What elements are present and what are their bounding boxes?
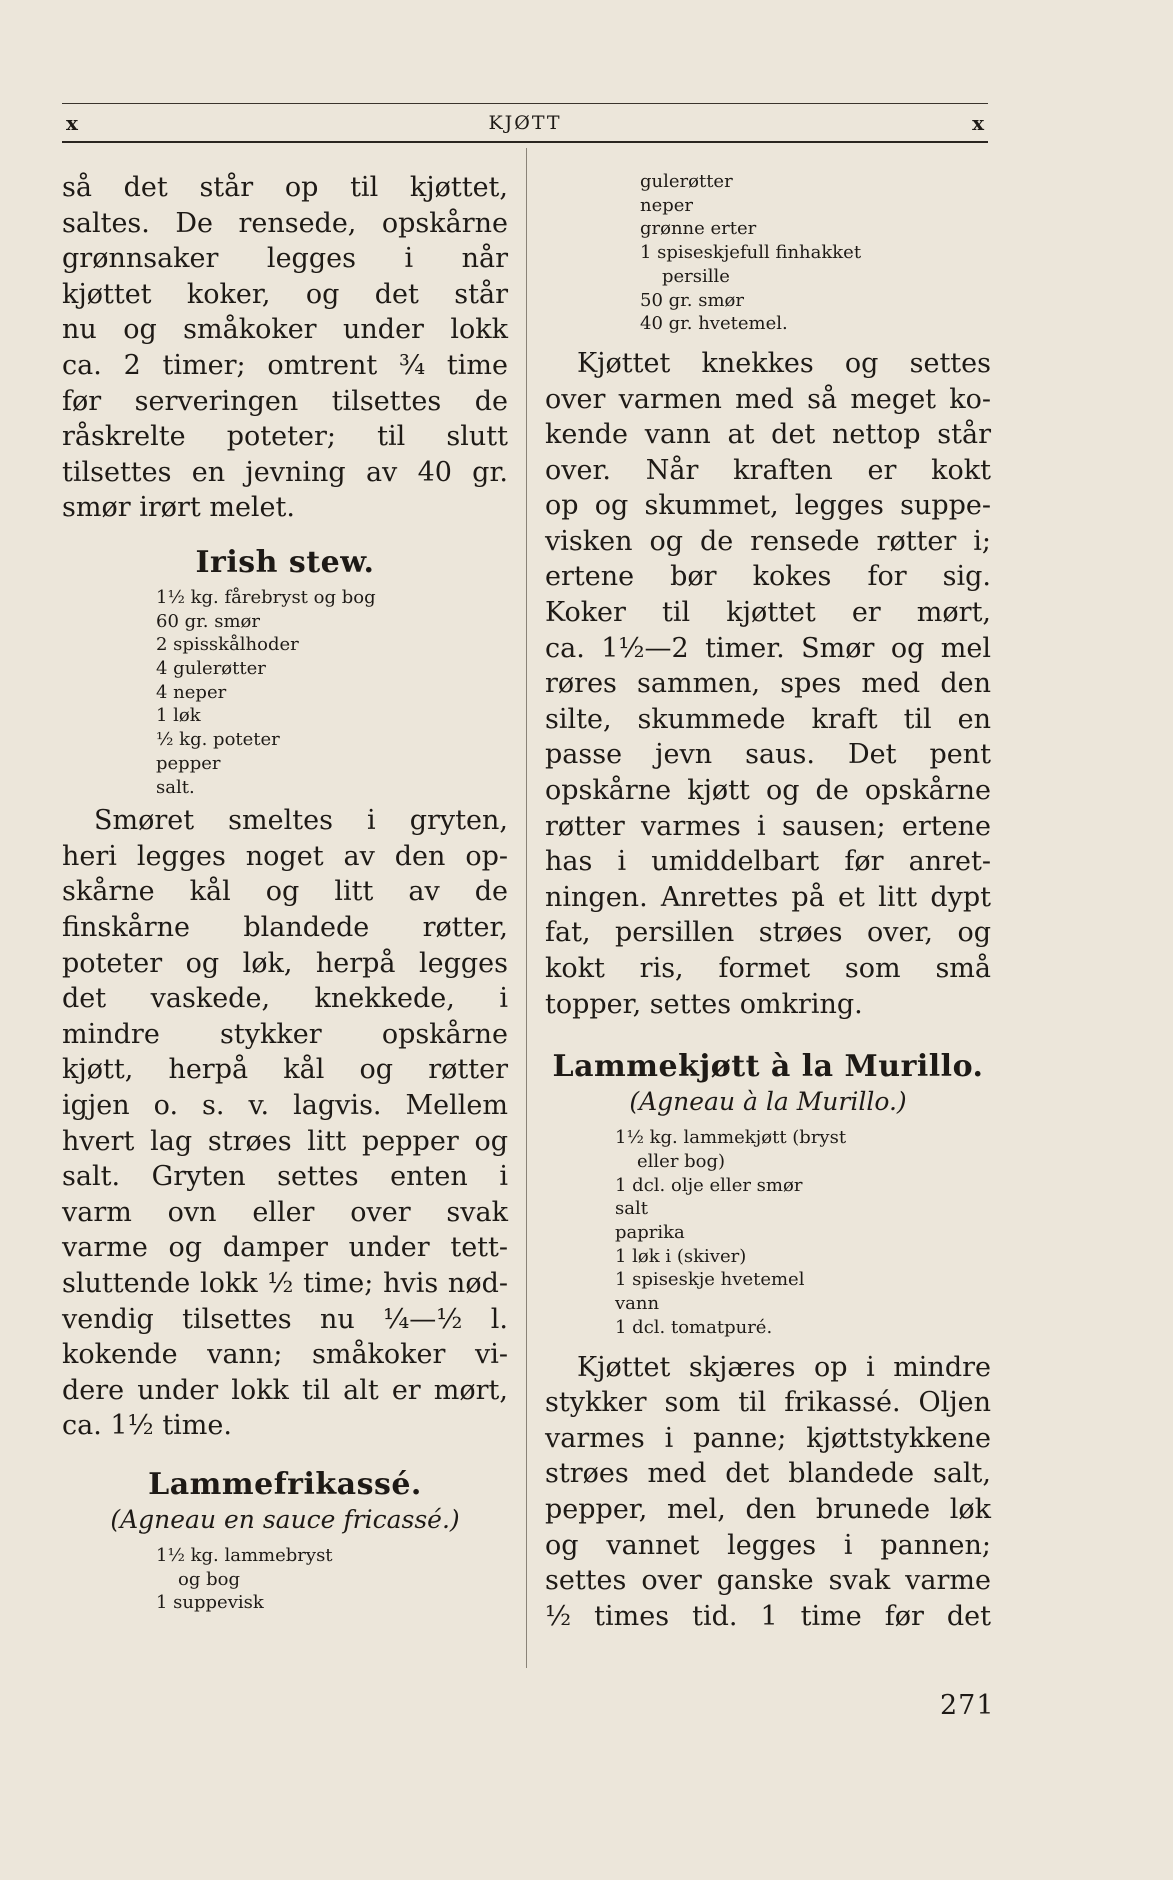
text-line: has i umiddelbart før anret-: [545, 846, 991, 878]
ingredient-item: 1 spiseskje hvetemel: [615, 1269, 805, 1291]
header-rule-bottom: [62, 141, 988, 143]
ingredient-item: neper: [640, 194, 694, 216]
text-line: varm ovn eller over svak: [62, 1196, 508, 1228]
ingredient-item: 1 dcl. olje eller smør: [615, 1174, 803, 1196]
column-divider: [526, 148, 527, 1668]
text-line: nu og småkoker under lokk: [62, 314, 508, 346]
text-line: før serveringen tilsettes de: [62, 385, 508, 417]
running-header: [62, 103, 988, 143]
text-line: Smøret smeltes i gryten,: [94, 805, 508, 837]
text-line: det vaskede, knekkede, i: [62, 983, 508, 1015]
ingredient-item: 4 neper: [156, 681, 227, 703]
ingredient-item: 4 gulerøtter: [156, 658, 266, 680]
text-line: topper, settes omkring.: [545, 988, 863, 1020]
text-line: smør irørt melet.: [62, 492, 295, 524]
header-ornament-left: x: [66, 111, 78, 135]
text-line: opskårne kjøtt og de opskårne: [545, 775, 991, 807]
text-line: heri legges noget av den op-: [62, 840, 508, 872]
text-line: Koker til kjøttet er mørt,: [545, 597, 991, 629]
text-line: kjøtt, herpå kål og røtter: [62, 1054, 508, 1086]
ingredient-item: paprika: [615, 1222, 685, 1244]
text-line: visken og de rensede røtter i;: [545, 525, 991, 557]
text-line: varmes i panne; kjøttstykkene: [545, 1422, 991, 1454]
text-line: og vannet legges i pannen;: [545, 1529, 991, 1561]
text-line: pepper, mel, den brunede løk: [545, 1493, 991, 1525]
text-line: Kjøttet skjæres op i mindre: [577, 1351, 991, 1383]
header-title: KJØTT: [488, 112, 562, 134]
text-line: råskrelte poteter; til slutt: [62, 421, 508, 453]
text-line: ½ times tid. 1 time før det: [545, 1600, 991, 1632]
text-line: kende vann at det nettop står: [545, 419, 991, 451]
recipe-title-murillo: Lammekjøtt à la Murillo.: [552, 1049, 984, 1085]
ingredient-list-murillo: [615, 1126, 991, 1339]
header-ornament-right: x: [972, 111, 984, 135]
ingredient-item: salt.: [156, 776, 195, 798]
text-line: ca. 2 timer; omtrent ¾ time: [62, 349, 508, 381]
text-line: skårne kål og litt av de: [62, 876, 508, 908]
text-line: ertene bør kokes for sig.: [545, 561, 991, 593]
text-line: ca. 1½—2 timer. Smør og mel: [545, 632, 991, 664]
text-line: Kjøttet knekkes og settes: [577, 347, 991, 379]
text-line: varme og damper under tett-: [62, 1232, 508, 1264]
text-line: ningen. Anrettes på et litt dypt: [545, 881, 991, 913]
ingredient-item: eller bog): [637, 1150, 726, 1172]
ingredient-item: 1 løk i (skiver): [615, 1245, 747, 1267]
text-line: sluttende lokk ½ time; hvis nød-: [62, 1267, 508, 1299]
ingredient-item: 40 gr. hvetemel.: [640, 313, 788, 335]
text-line: vendig tilsettes nu ¼—½ l.: [62, 1303, 508, 1335]
ingredient-list-lammefrikasse: [156, 1544, 508, 1615]
text-line: ca. 1½ time.: [62, 1410, 232, 1442]
ingredient-item: 60 gr. smør: [156, 610, 260, 632]
text-line: op og skummet, legges suppe-: [545, 490, 991, 522]
ingredient-item: 1½ kg. lammekjøtt (bryst: [615, 1127, 847, 1149]
text-line: strøes med det blandede salt,: [545, 1458, 991, 1490]
ingredient-item: pepper: [156, 752, 221, 774]
text-line: finskårne blandede røtter,: [62, 912, 508, 944]
text-line: poteter og løk, herpå legges: [62, 947, 508, 979]
text-line: stykker som til frikassé. Oljen: [545, 1387, 991, 1419]
text-line: røres sammen, spes med den: [545, 668, 991, 700]
intro-paragraph: [62, 170, 508, 526]
recipe-subtitle-lammefrikasse: (Agneau en sauce fricassé.): [110, 1504, 460, 1534]
text-line: passe jevn saus. Det pent: [545, 739, 991, 771]
text-line: saltes. De rensede, opskårne: [62, 207, 508, 239]
text-line: kokende vann; småkoker vi-: [62, 1339, 508, 1371]
text-line: mindre stykker opskårne: [62, 1018, 508, 1050]
left-column: [62, 170, 508, 1615]
ingredient-item: 1 spiseskjefull finhakket: [640, 242, 862, 264]
ingredient-item: 1 dcl. tomatpuré.: [615, 1316, 773, 1338]
ingredient-item: persille: [662, 265, 730, 287]
right-column: [545, 170, 991, 1634]
text-line: dere under lokk til alt er mørt,: [62, 1374, 508, 1406]
text-line: kjøttet koker, og det står: [62, 278, 508, 310]
ingredient-list-irish-stew: [156, 586, 508, 799]
ingredient-item: 50 gr. smør: [640, 289, 744, 311]
ingredient-item: vann: [615, 1293, 660, 1315]
text-line: tilsettes en jevning av 40 gr.: [62, 456, 508, 488]
text-line: over varmen med så meget ko-: [545, 383, 991, 415]
recipe-title-irish-stew: Irish stew.: [195, 544, 375, 580]
text-line: kokt ris, formet som små: [545, 953, 991, 985]
text-line: grønnsaker legges i når: [62, 243, 508, 275]
method-paragraph-lammefrikasse: [545, 346, 991, 1022]
ingredient-item: 1½ kg. lammebryst: [156, 1544, 333, 1566]
text-line: så det står op til kjøttet,: [62, 172, 508, 203]
ingredient-item: og bog: [178, 1568, 240, 1590]
text-line: røtter varmes i sausen; ertene: [545, 810, 991, 842]
recipe-title-lammefrikasse: Lammefrikassé.: [148, 1466, 422, 1502]
ingredient-item: gulerøtter: [640, 171, 733, 192]
page-number: 271: [940, 1690, 995, 1721]
ingredient-item: grønne erter: [640, 218, 757, 240]
text-line: hvert lag strøes litt pepper og: [62, 1125, 508, 1157]
ingredient-list-lammefrikasse-cont: [640, 170, 991, 336]
method-paragraph-irish-stew: [62, 803, 508, 1444]
text-line: igjen o. s. v. lagvis. Mellem: [62, 1090, 508, 1122]
text-line: over. Når kraften er kokt: [545, 454, 991, 486]
text-line: silte, skummede kraft til en: [545, 703, 991, 735]
header-rule-top: [62, 103, 988, 104]
ingredient-item: salt: [615, 1198, 648, 1220]
text-line: fat, persillen strøes over, og: [545, 917, 991, 949]
text-line: settes over ganske svak varme: [545, 1565, 991, 1597]
method-paragraph-murillo: [545, 1350, 991, 1635]
ingredient-item: 1 løk: [156, 705, 201, 727]
ingredient-item: 1 suppevisk: [156, 1592, 264, 1614]
ingredient-item: ½ kg. poteter: [156, 729, 280, 751]
ingredient-item: 1½ kg. fårebryst og bog: [156, 586, 376, 608]
recipe-subtitle-murillo: (Agneau à la Murillo.): [629, 1087, 907, 1117]
ingredient-item: 2 spisskålhoder: [156, 634, 299, 656]
text-line: salt. Gryten settes enten i: [62, 1161, 508, 1193]
